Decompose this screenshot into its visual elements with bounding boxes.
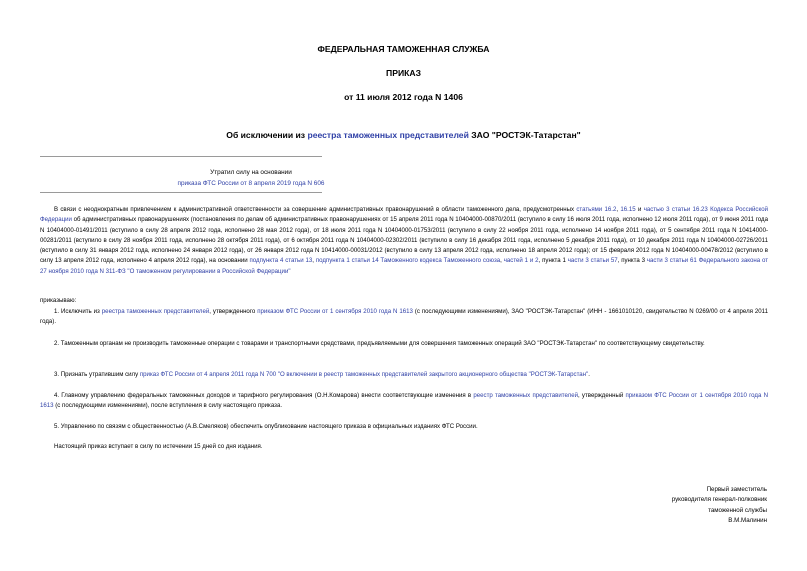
document-title <box>0 130 807 141</box>
signature-line2: руководителя генерал-полковник <box>671 496 767 504</box>
top-divider <box>40 156 322 157</box>
title-registry-link[interactable]: реестра таможенных представителей <box>307 130 469 140</box>
preamble-link[interactable]: частью 3 статьи 16.23 Кодекса Российской Федерации <box>40 206 769 224</box>
preamble-text: , пункта 1 <box>538 257 568 265</box>
preamble-text: , <box>616 206 621 213</box>
item-4-text: 4. Главному управлению федеральных таможенных доходов и тарифного регулирования (О.Н.Комарова) внести соответствующие изменения в <box>54 392 474 399</box>
order-item-4 <box>40 391 768 412</box>
preamble-text: , <box>500 257 504 265</box>
item-3-link[interactable]: приказ ФТС России от 4 апреля 2011 года N 700 "О включении в реестр таможенных представителей закрытого акционерного общества "РОСТЭК-Татарстан" <box>139 371 589 378</box>
signature-line3: таможенной службы <box>708 506 767 514</box>
order-item-1 <box>40 307 768 328</box>
item-1-text: 1. Исключить из <box>54 308 102 315</box>
signature-line1: Первый заместитель <box>706 486 767 493</box>
item-1-text: (с последующими изменениями), ЗАО "РОСТЭК-Татарстан" (ИНН - 1661010120, свидетельство N 0269/00 от 4 апреля 2011 года). <box>40 308 769 326</box>
order-item-3 <box>40 370 768 380</box>
date-number-heading: от 11 июля 2012 года N 1406 <box>344 92 463 102</box>
preamble-link[interactable]: части 3 статьи 61 Федерального закона от 27 ноября 2010 года N 311-ФЗ "О таможенном регулировании в Российской Федерации" <box>40 257 768 275</box>
title-prefix: Об исключении из <box>226 130 308 140</box>
lost-force-line1: Утратил силу на основании <box>210 169 292 176</box>
preamble-link[interactable]: частей 1 и 2 <box>503 257 539 265</box>
item-4-text: (с последующими изменениями), после вступления в силу настоящего приказа. <box>53 402 283 410</box>
item-3-text: . <box>588 371 590 378</box>
preamble-link[interactable]: части 3 статьи 57 <box>567 257 618 265</box>
item-4-link[interactable]: приказом ФТС России от 1 сентября 2010 года N 1613 <box>40 392 768 410</box>
preamble-link[interactable]: 16.15 <box>620 206 636 213</box>
order-item-2 <box>40 339 768 349</box>
preamble-link[interactable]: статьями 16.2 <box>576 206 617 213</box>
effective-date-text: Настоящий приказ вступает в силу по истечении 15 дней со дня издания. <box>54 443 263 450</box>
order-word: приказываю: <box>40 297 77 304</box>
item-3-text: 3. Признать утратившим силу <box>54 371 140 378</box>
item-1-text: , утвержденного <box>209 308 258 315</box>
preamble-text: и <box>635 206 644 213</box>
item-4-text: , утвержденный <box>578 392 626 399</box>
title-suffix: ЗАО "РОСТЭК-Татарстан" <box>468 130 581 140</box>
preamble-text: об административных правонарушениях (постановления по делам об административных правонарушениях от 15 апреля 2011 года N 10404000-00870/2011 (вступило в силу 16 июля 2011 года, исполнено 12 июля 2011 года), от 9 июня 2011 года N 10404000-01491/2011 (вступило в силу 28 апреля 2012 года, исполнено 28 мая 2012 года), от 18 июля 2011 года N 10404000-01753/2011 (вступило в силу 22 ноября 2011 года, исполнено 14 ноября 2011 года), от 5 сентября 2011 года N 10414000-00281/2011 (вступило в силу 28 ноября 2011 года, исполнено 28 октября 2011 года), от 6 октября 2011 года N 10404000-02302/2011 (вступило в силу 16 декабря 2011 года, исполнено 5 декабря 2011 года), от 10 декабря 2011 года N 10404000-02726/2011 (вступило в силу 31 января 2012 года, исполнено 24 января 2012 года), от 26 января 2012 года N 10414000-00031/2012 (вступило в силу 13 апреля 2012 года, исполнено 18 апреля 2012 года); от 15 февраля 2012 года N 10404000-00478/2012 (вступило в силу 13 апреля 2012 года, исполнено 4 апреля 2012 года), на основании <box>40 216 768 265</box>
preamble-link[interactable]: подпункта 4 статьи 13 <box>249 257 313 265</box>
item-4-link[interactable]: реестр таможенных представителей <box>473 392 579 399</box>
preamble-paragraph <box>40 205 768 277</box>
item-1-link[interactable]: реестра таможенных представителей <box>101 308 210 315</box>
lost-force-note <box>40 178 462 189</box>
item-1-link[interactable]: приказом ФТС России от 1 сентября 2010 года N 1613 <box>257 308 413 315</box>
doc-type-heading: ПРИКАЗ <box>386 68 421 78</box>
preamble-text: , пункта 3 <box>617 257 647 265</box>
order-item-5 <box>40 422 768 432</box>
preamble-text: , <box>312 257 316 265</box>
signature-block <box>567 485 767 527</box>
bottom-divider <box>40 192 322 193</box>
preamble-text: В связи с неоднократным привлечением к административной ответственности за совершение административных правонарушений в области таможенного дела, предусмотренных <box>54 206 577 213</box>
lost-force-link[interactable]: приказа ФТС России от 8 апреля 2019 года N 606 <box>177 180 325 187</box>
preamble-link[interactable]: подпункта 1 статьи 14 Таможенного кодекса Таможенного союза <box>315 257 501 265</box>
agency-heading: ФЕДЕРАЛЬНАЯ ТАМОЖЕННАЯ СЛУЖБА <box>317 44 490 54</box>
item-2-text: 2. Таможенным органам не производить таможенные операции с товарами и транспортными средствами, предъявляемыми для совершения таможенных операций ЗАО "РОСТЭК-Татарстан" по соответствующему свидетельству. <box>54 340 705 347</box>
item-5-text: 5. Управлению по связям с общественностью (А.В.Смеляков) обеспечить опубликование настоящего приказа в официальных изданиях ФТС России. <box>54 423 478 430</box>
signature-name: В.М.Малинин <box>728 517 767 525</box>
